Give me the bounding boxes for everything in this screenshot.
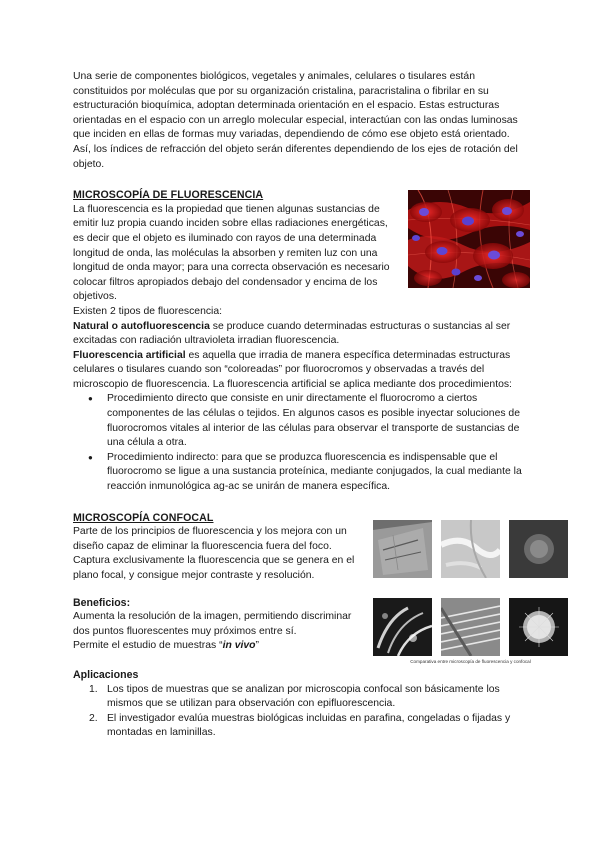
document-page xyxy=(73,70,531,741)
benefit-in-vivo-suffix: ” xyxy=(255,640,259,652)
list-item xyxy=(89,683,528,712)
confocal-sample-image-1 xyxy=(373,598,432,656)
natural-fluorescence-text: se produce cuando determinadas estructuras o sustancias al ser excitadas con radiación ultravioleta irradian fluorescencia. xyxy=(73,320,511,347)
confocal-text-block xyxy=(73,525,369,654)
fluorescence-cells-image xyxy=(408,190,530,288)
natural-fluorescence-paragraph xyxy=(73,320,528,349)
fluorescence-sample-image-2 xyxy=(441,520,500,578)
confocal-comparison-figure xyxy=(373,520,568,666)
intro-paragraph: Una serie de componentes biológicos, vegetales y animales, celulares o tisulares están constituidos por moléculas que por su organización cristalina, paracristalina o fibrilar en su estructuración bioquímica, adoptan determinada orientación en el espacio. Estas estructuras orientadas en el espacio con un arreglo molecular especial, interactúan con las ondas luminosas que inciden en ellas de formas muy variadas, dependiendo de cómo ese objeto está orientado. Así, los índices de refracción del objeto serán diferentes dependiendo de los ejes de rotación del objeto. xyxy=(73,71,518,170)
fluorescence-sample-image-1 xyxy=(373,520,432,578)
applications-section xyxy=(73,668,528,741)
natural-fluorescence-term: Natural o autofluorescencia xyxy=(73,320,210,332)
artificial-fluorescence-term: Fluorescencia artificial xyxy=(73,349,186,361)
fluorescence-types-intro: Existen 2 tipos de fluorescencia: xyxy=(73,305,223,317)
benefit-in-vivo xyxy=(73,639,369,654)
artificial-fluorescence-paragraph xyxy=(73,349,528,393)
artificial-fluorescence-text: es aquella que irradia de manera específica determinadas estructuras celulares o tisulares cuando son “coloreadas” por fluorocromos y observadas a través del microscopio de fluorescencia. La fluorescencia artificial se aplica mediante dos procedimientos: xyxy=(73,349,512,390)
confocal-sample-image-2 xyxy=(441,598,500,656)
list-item-text: El investigador evalúa muestras biológicas incluidas en parafina, congeladas o fijadas y montadas en laminillas. xyxy=(107,712,511,739)
figure-caption: Comparativa entre microscopía de fluorescencia y confocal xyxy=(410,658,531,664)
list-item-text: Los tipos de muestras que se analizan por microscopia confocal son básicamente los mismos que se utilizan para observación con epifluorescencia. xyxy=(107,683,500,710)
benefit-in-vivo-prefix: Permite el estudio de muestras “ xyxy=(73,640,223,652)
fluorescence-definition-block xyxy=(73,203,401,305)
fluorescence-section xyxy=(73,188,528,494)
confocal-section xyxy=(73,511,531,664)
list-item-number: 2. xyxy=(89,712,98,724)
confocal-heading: MICROSCOPÍA CONFOCAL xyxy=(73,511,214,524)
applications-list xyxy=(73,683,528,741)
list-item: ● Procedimiento directo que consiste en unir directamente el fluorocromo a ciertos componentes de las células o tejidos. En algunos casos es posible inyectar soluciones de fluorocromos vitales al interior de las células para observar el transporte de sustancias de una célula a otra. xyxy=(107,392,528,450)
benefit-resolution: Aumenta la resolución de la imagen, permitiendo discriminar dos puntos fluorescentes muy próximos entre sí. xyxy=(73,611,352,637)
benefits-block xyxy=(73,596,369,654)
list-item: ● Procedimiento indirecto: para que se produzca fluorescencia es indispensable que el fluorocromo se ligue a una sustancia proteínica, mediante conjugados, la cual mediante la reacción inmunológica ag-ac se unirán de manera específica. xyxy=(107,451,528,495)
confocal-sample-image-3 xyxy=(509,598,568,656)
fluorescence-sample-image-3 xyxy=(509,520,568,578)
applications-heading: Aplicaciones xyxy=(73,668,139,681)
procedures-list xyxy=(73,392,528,494)
in-vivo-term: in vivo xyxy=(222,640,256,652)
list-item-number: 1. xyxy=(89,683,98,695)
confocal-description: Parte de los principios de fluorescencia y los mejora con un diseño capaz de eliminar la fluorescencia fuera del foco. Captura exclusivamente la fluorescencia que se genera en el plano focal, y consigue mejor contraste y resolución. xyxy=(73,526,355,581)
fluorescence-definition: La fluorescencia es la propiedad que tienen algunas sustancias de emitir luz propia cuando inciden sobre ellas radiaciones energéticas, es decir que el objeto es iluminado con rayos de una determinada longitud de onda, las moléculas la absorben y remiten luz con una longitud de onda mayor; para una correcta observación es necesario colocar filtros apropiados debajo del condensador y encima de los objetivos. xyxy=(73,203,390,303)
benefits-heading: Beneficios: xyxy=(73,596,131,609)
fluorescence-heading: MICROSCOPÍA DE FLUORESCENCIA xyxy=(73,189,264,202)
list-item xyxy=(89,712,528,741)
